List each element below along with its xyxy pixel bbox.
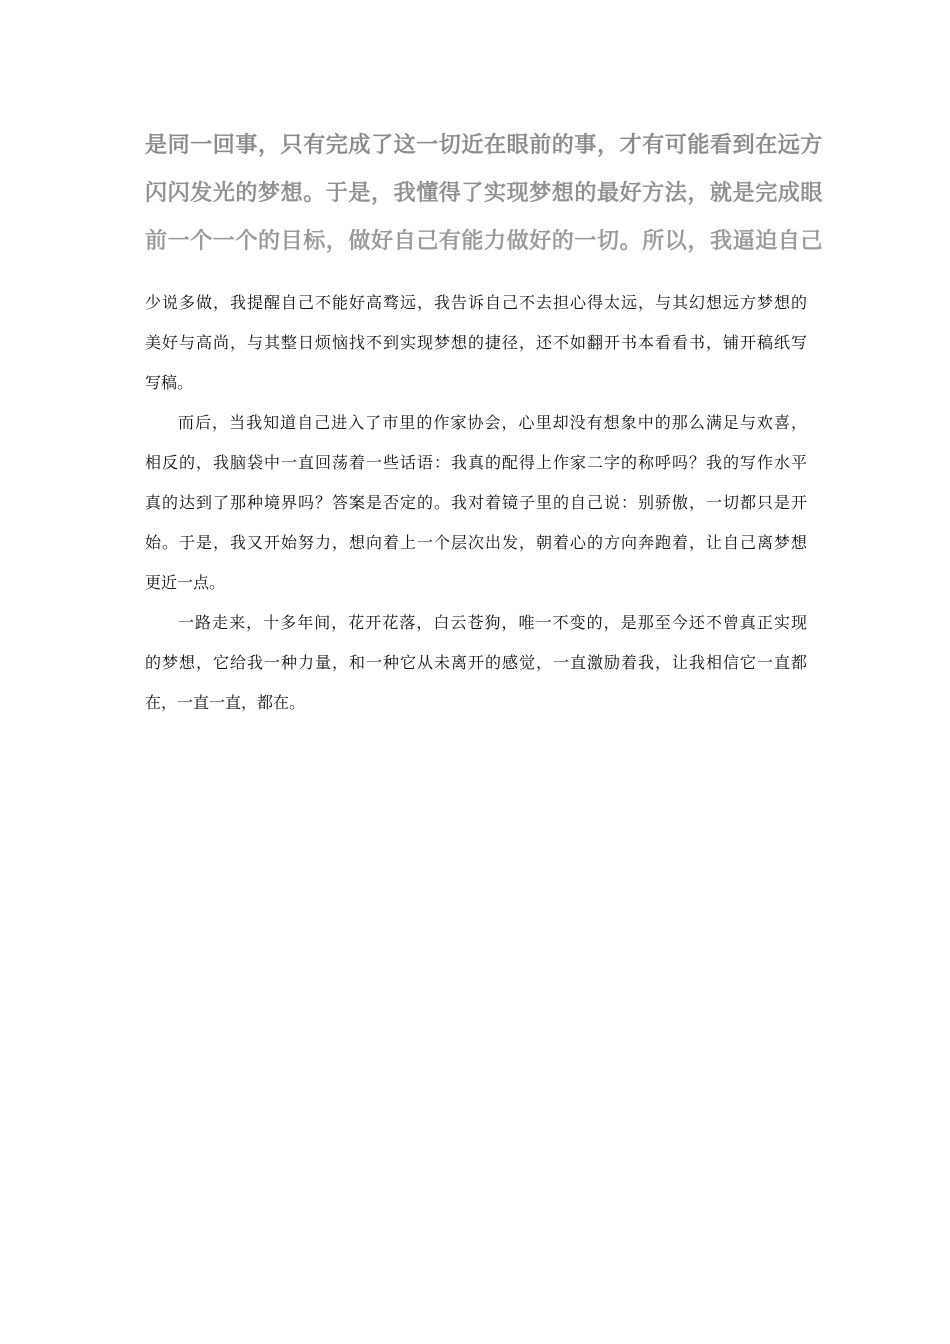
paragraph-2-line: 更近一点。	[145, 573, 226, 592]
paragraph-1-line: 美好与高尚，与其整日烦恼找不到实现梦想的捷径，还不如翻开书本看看书，铺开稿纸写	[145, 333, 807, 352]
scanned-text-line: 前一个一个的目标，做好自己有能力做好的一切。所以，我逼迫自己	[145, 229, 824, 254]
body-text	[145, 288, 807, 728]
scanned-text-line: 闪闪发光的梦想。于是，我懂得了实现梦想的最好方法，就是完成眼	[145, 181, 824, 206]
scanned-text-line: 是同一回事，只有完成了这一切近在眼前的事，才有可能看到在远方	[145, 133, 824, 158]
paragraph-3-line: 的梦想，它给我一种力量，和一种它从未离开的感觉，一直激励着我，让我相信它一直都	[145, 653, 807, 672]
paragraph-2-line: 而后，当我知道自己进入了市里的作家协会，心里却没有想象中的那么满足与欢喜，	[178, 413, 807, 432]
paragraph-2-line: 真的达到了那种境界吗？答案是否定的。我对着镜子里的自己说：别骄傲，一切都只是开	[145, 493, 807, 512]
paragraph-1-line: 写稿。	[145, 373, 194, 392]
paragraph-2-line: 相反的，我脑袋中一直回荡着一些话语：我真的配得上作家二字的称呼吗？我的写作水平	[145, 453, 807, 472]
paragraph-3-line: 一路走来，十多年间，花开花落，白云苍狗，唯一不变的，是那至今还不曾真正实现	[178, 613, 807, 632]
paragraph-2-line: 始。于是，我又开始努力，想向着上一个层次出发，朝着心的方向奔跑着，让自己离梦想	[145, 533, 807, 552]
paragraph-3-line: 在，一直一直，都在。	[145, 693, 306, 712]
scanned-text-image	[145, 126, 824, 270]
paragraph-1-line: 少说多做，我提醒自己不能好高骛远，我告诉自己不去担心得太远，与其幻想远方梦想的	[145, 293, 807, 312]
